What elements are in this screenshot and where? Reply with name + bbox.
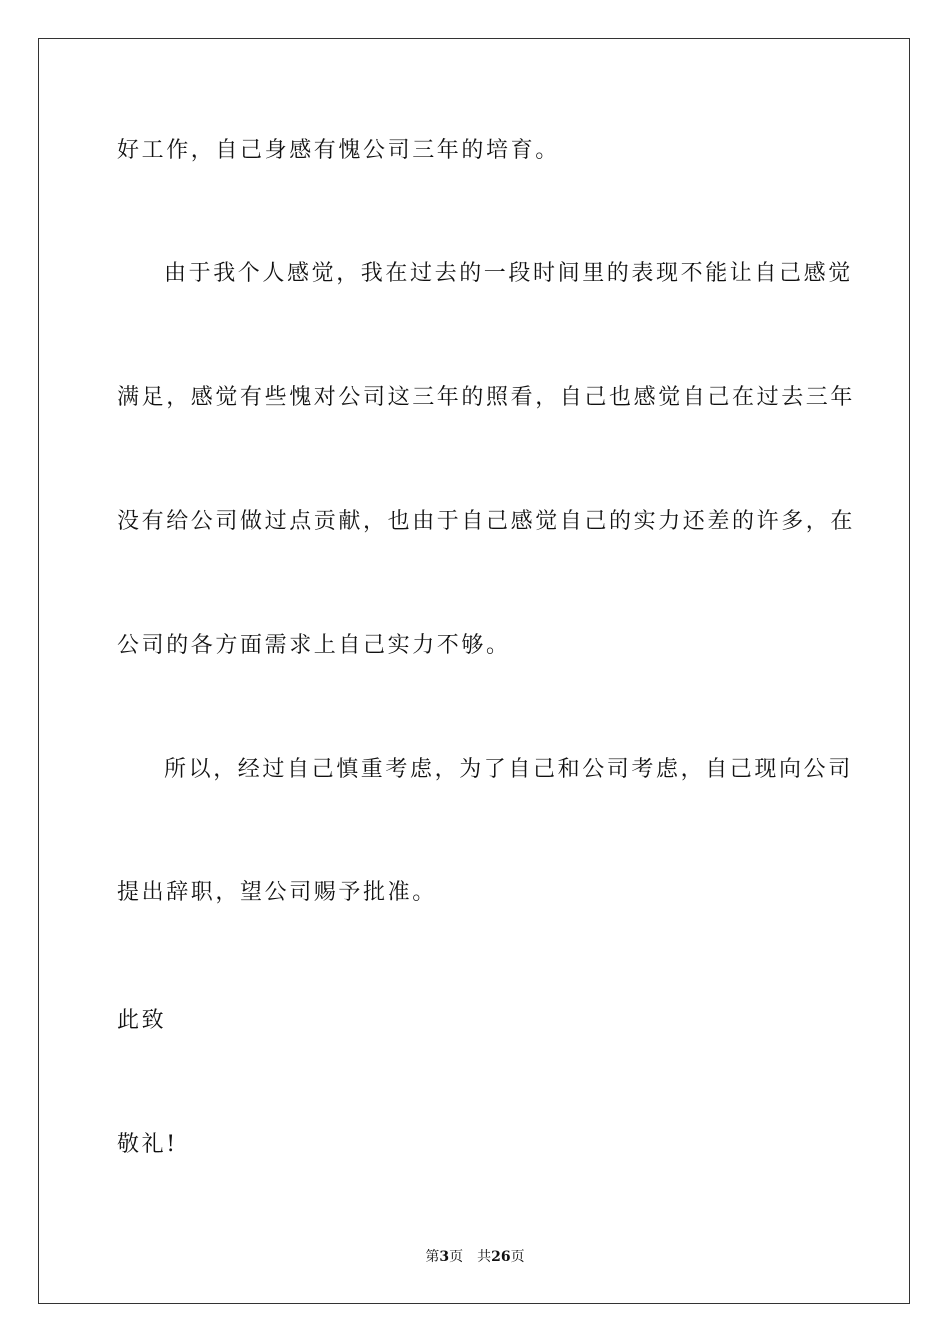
total-suffix: 页 <box>510 1249 525 1265</box>
page-border <box>38 38 910 1304</box>
total-prefix: 共 <box>477 1249 492 1265</box>
body-line-6: 所以，经过自己慎重考虑，为了自己和公司考虑，自己现向公司 <box>164 757 853 782</box>
body-line-4: 没有给公司做过点贡献，也由于自己感觉自己的实力还差的许多，在 <box>117 509 856 534</box>
page-prefix: 第 <box>425 1249 440 1265</box>
page-footer <box>0 1246 950 1266</box>
closing-salutation: 此致 <box>117 1008 167 1033</box>
body-line-2: 由于我个人感觉，我在过去的一段时间里的表现不能让自己感觉 <box>164 261 853 286</box>
body-line-3: 满足，感觉有些愧对公司这三年的照看，自己也感觉自己在过去三年 <box>117 385 856 410</box>
closing-regards: 敬礼! <box>117 1132 178 1157</box>
total-pages: 26 <box>491 1249 511 1265</box>
page-number: 3 <box>439 1249 450 1265</box>
body-line-7: 提出辞职，望公司赐予批准。 <box>117 880 437 905</box>
body-line-5: 公司的各方面需求上自己实力不够。 <box>117 633 511 658</box>
body-line-1: 好工作，自己身感有愧公司三年的培育。 <box>117 138 560 163</box>
page-suffix: 页 <box>449 1249 464 1265</box>
